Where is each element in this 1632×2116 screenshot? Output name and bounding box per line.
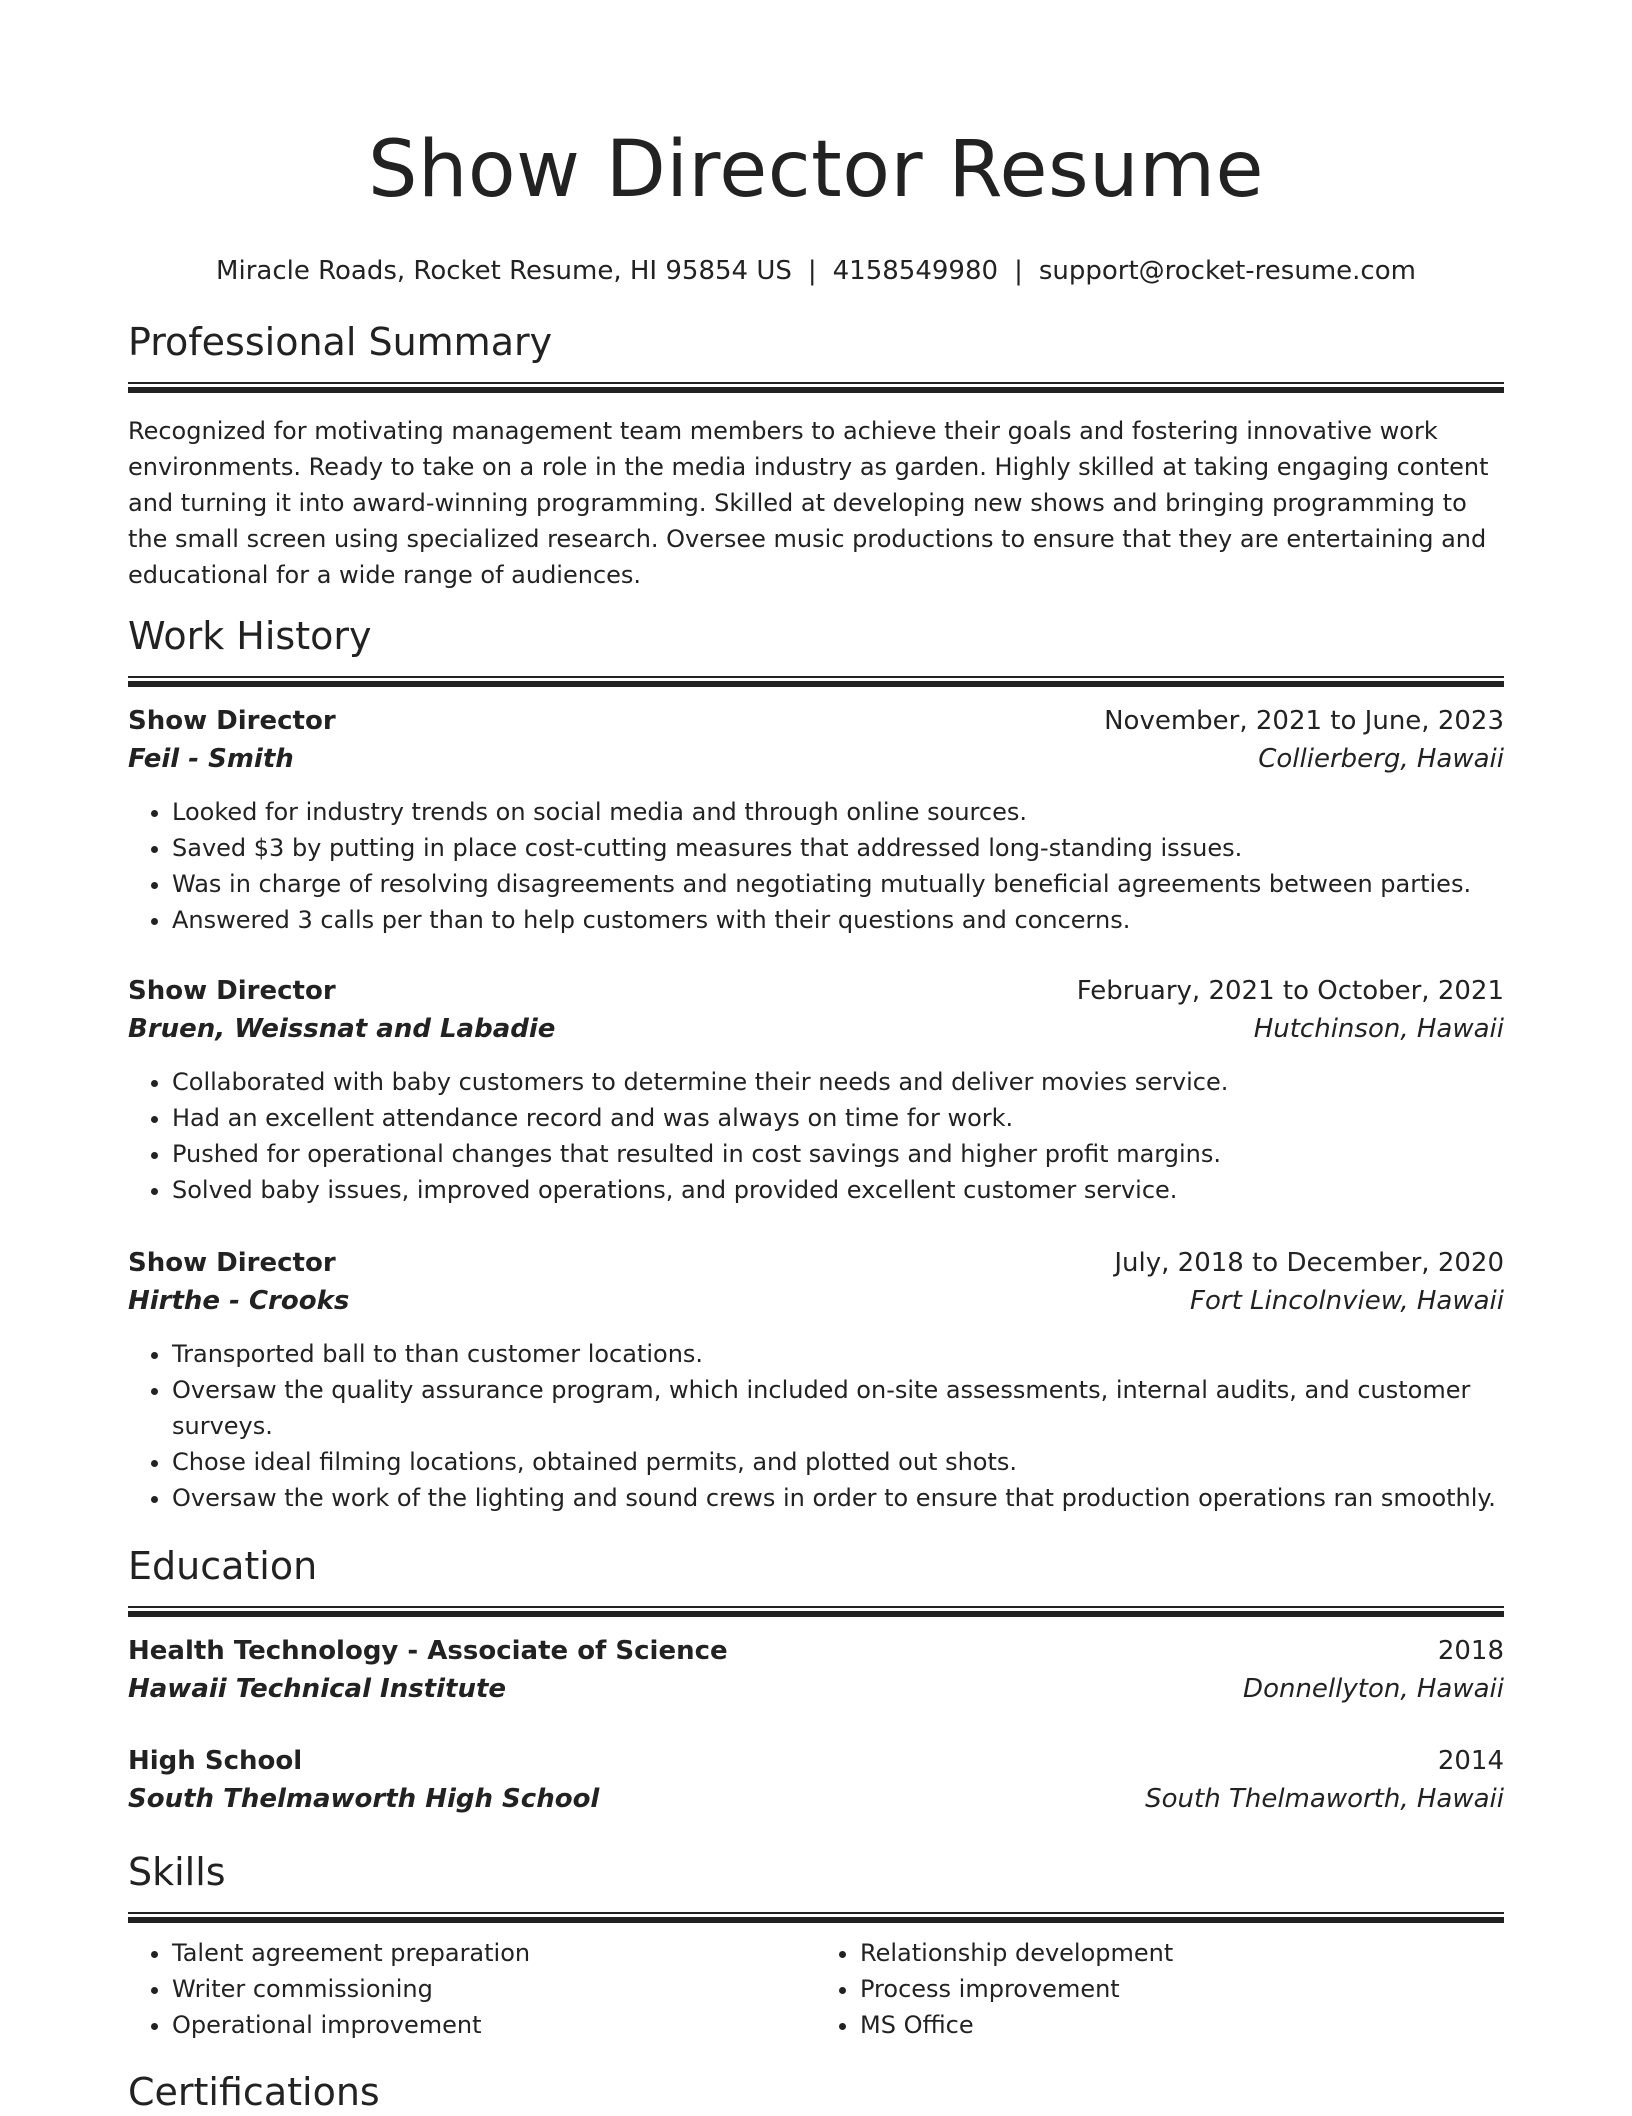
education-entry xyxy=(128,1742,1504,1818)
job-duty: • Looked for industry trends on social media and through online sources. xyxy=(172,794,1504,830)
job-duties xyxy=(128,1336,1504,1516)
section-professional-summary xyxy=(128,318,1504,593)
section-divider xyxy=(128,1912,1504,1923)
education-school: South Thelmaworth High School xyxy=(128,1784,600,1814)
job-duty: • Pushed for operational changes that resulted in cost savings and higher profit margins. xyxy=(172,1136,1504,1172)
skill-item: • Writer commissioning xyxy=(172,1971,816,2007)
job-duties xyxy=(128,1064,1504,1208)
section-heading: Skills xyxy=(128,1850,226,1894)
job-company: Feil - Smith xyxy=(128,744,294,774)
contact-separator: | xyxy=(1014,256,1023,286)
job-entry xyxy=(128,972,1504,1208)
education-year: 2018 xyxy=(1437,1636,1504,1666)
summary-text: Recognized for motivating management team members to achieve their goals and fostering innovative work environments. Ready to take on a role in the media industry as garden. Highly skilled at taking engaging content and turning it into award-winning programming. Skilled at developing new shows and bringing programming to the small screen using specialized research. Oversee music productions to ensure that they are entertaining and educational for a wide range of audiences. xyxy=(128,417,1489,589)
job-dates: July, 2018 to December, 2020 xyxy=(1114,1248,1504,1278)
job-entry xyxy=(128,702,1504,938)
job-duty: • Collaborated with baby customers to determine their needs and deliver movies service. xyxy=(172,1064,1504,1100)
skills-column-right xyxy=(816,1935,1504,2043)
job-duty: • Transported ball to than customer locations. xyxy=(172,1336,1504,1372)
job-duty: • Chose ideal filming locations, obtained permits, and plotted out shots. xyxy=(172,1444,1504,1480)
contact-line xyxy=(128,254,1504,288)
education-year: 2014 xyxy=(1437,1746,1504,1776)
job-duty: • Solved baby issues, improved operations, and provided excellent customer service. xyxy=(172,1172,1504,1208)
section-heading: Education xyxy=(128,1544,318,1588)
skill-item: • Process improvement xyxy=(860,1971,1504,2007)
job-company: Hirthe - Crooks xyxy=(128,1286,350,1316)
education-location: Donnellyton, Hawaii xyxy=(1243,1674,1504,1704)
job-company: Bruen, Weissnat and Labadie xyxy=(128,1014,556,1044)
job-dates: February, 2021 to October, 2021 xyxy=(1076,976,1504,1006)
education-school: Hawaii Technical Institute xyxy=(128,1674,507,1704)
job-title: Show Director xyxy=(128,976,336,1006)
job-location: Fort Lincolnview, Hawaii xyxy=(1190,1286,1504,1316)
skill-item: • Operational improvement xyxy=(172,2007,816,2043)
job-duty: • Had an excellent attendance record and was always on time for work. xyxy=(172,1100,1504,1136)
job-duty: • Answered 3 calls per than to help customers with their questions and concerns. xyxy=(172,902,1504,938)
section-divider xyxy=(128,382,1504,393)
section-certifications xyxy=(128,2068,1504,2116)
section-divider xyxy=(128,676,1504,687)
skills-grid xyxy=(128,1935,1504,2043)
section-heading: Certifications xyxy=(128,2070,380,2114)
contact-separator: | xyxy=(807,256,817,286)
section-skills xyxy=(128,1848,1504,2043)
job-duty: • Oversaw the work of the lighting and sound crews in order to ensure that production operations ran smoothly. xyxy=(172,1480,1504,1516)
skill-item: • Talent agreement preparation xyxy=(172,1935,816,1971)
job-duty: • Saved $3 by putting in place cost-cutting measures that addressed long-standing issues. xyxy=(172,830,1504,866)
resume-title: Show Director Resume xyxy=(367,125,1265,215)
section-heading: Work History xyxy=(128,614,372,658)
contact-email: support@rocket-resume.com xyxy=(1038,256,1416,286)
education-degree: High School xyxy=(128,1746,303,1776)
skill-item: • Relationship development xyxy=(860,1935,1504,1971)
job-location: Hutchinson, Hawaii xyxy=(1253,1014,1504,1044)
section-heading: Professional Summary xyxy=(128,320,553,364)
job-title: Show Director xyxy=(128,1248,336,1278)
job-duty: • Was in charge of resolving disagreements and negotiating mutually beneficial agreements between parties. xyxy=(172,866,1504,902)
education-degree: Health Technology - Associate of Science xyxy=(128,1636,728,1666)
skills-column-left xyxy=(128,1935,816,2043)
job-entry xyxy=(128,1244,1504,1516)
job-dates: November, 2021 to June, 2023 xyxy=(1104,706,1504,736)
contact-address: Miracle Roads, Rocket Resume, HI 95854 US xyxy=(216,256,792,286)
section-work-history xyxy=(128,612,1504,1512)
job-duty: • Oversaw the quality assurance program, which included on-site assessments, internal audits, and customer surveys. xyxy=(172,1372,1504,1444)
job-duties xyxy=(128,794,1504,938)
job-location: Collierberg, Hawaii xyxy=(1258,744,1504,774)
job-title: Show Director xyxy=(128,706,336,736)
education-entry xyxy=(128,1632,1504,1708)
education-location: South Thelmaworth, Hawaii xyxy=(1145,1784,1504,1814)
contact-phone: 4158549980 xyxy=(832,256,999,286)
section-education xyxy=(128,1542,1504,1814)
skill-item: • MS Office xyxy=(860,2007,1504,2043)
section-divider xyxy=(128,1606,1504,1617)
